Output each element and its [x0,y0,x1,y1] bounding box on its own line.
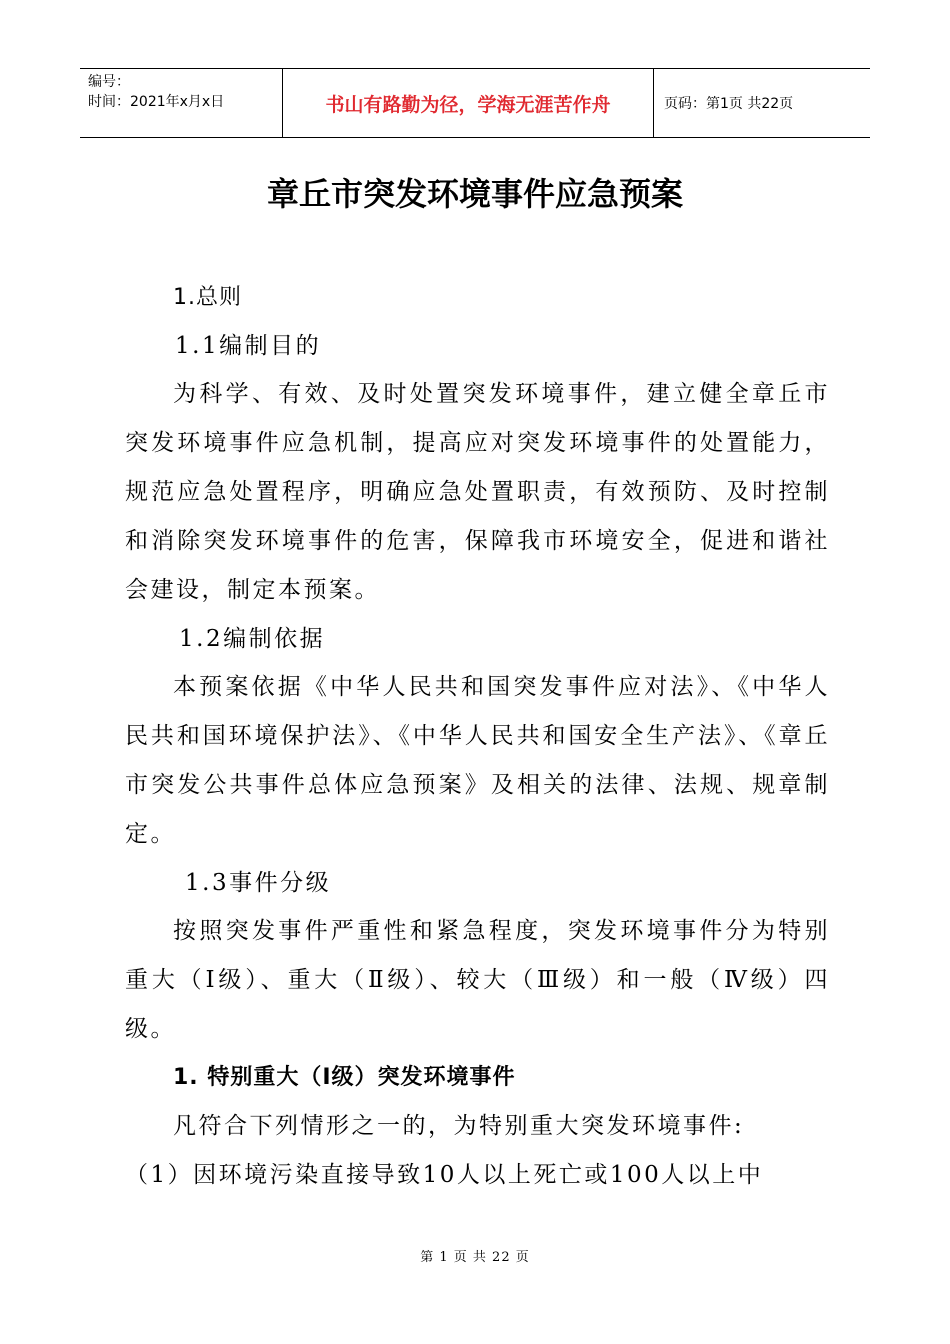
document-title: 章丘市突发环境事件应急预案 [266,175,683,213]
page-footer: 第 1 页 共 22 页 [420,1250,530,1265]
paragraph-purpose: 为科学、有效、及时处置突发环境事件，建立健全章丘市突发环境事件应急机制，提高应对突发环境事件的处置能力，规范应急处置程序，明确应急处置职责，有效预防、及时控制和消除突发环境事件的危害，保障我市环境安全，促进和谐社会建设，制定本预案。 [125,381,830,603]
paragraph-level-1-intro: 凡符合下列情形之一的，为特别重大突发环境事件: [173,1113,745,1139]
section-heading-classification: 1.3事件分级 [185,870,332,896]
paragraph-basis: 本预案依据《中华人民共和国突发事件应对法》、《中华人民共和国环境保护法》、《中华人民共和国安全生产法》、《章丘市突发公共事件总体应急预案》及相关的法律、法规、规章制定。 [125,674,830,847]
document-time-label: 时间：2021年x月x日 [88,94,225,110]
document-body [125,274,830,1200]
paragraph-classification: 按照突发事件严重性和紧急程度，突发环境事件分为特别重大（Ⅰ级）、重大（Ⅱ级）、较大（Ⅲ级）和一般（Ⅳ级）四级。 [125,918,830,1042]
header-page-info: 页码：第1页 共22页 [664,96,794,112]
header-motto: 书山有路勤为径，学海无涯苦作舟 [282,69,654,137]
page-header [80,68,870,138]
subsection-heading-level-1: 1. 特别重大（Ⅰ级）突发环境事件 [173,1065,516,1090]
section-heading-purpose: 1.1编制目的 [175,333,322,359]
paragraph-level-1-item-1: （1）因环境污染直接导致10人以上死亡或100人以上中 [125,1162,764,1188]
header-meta [80,69,282,137]
section-heading-basis: 1.2编制依据 [179,626,326,652]
document-number-label: 编号： [88,74,130,90]
section-heading-general: 1.总则 [173,285,242,310]
